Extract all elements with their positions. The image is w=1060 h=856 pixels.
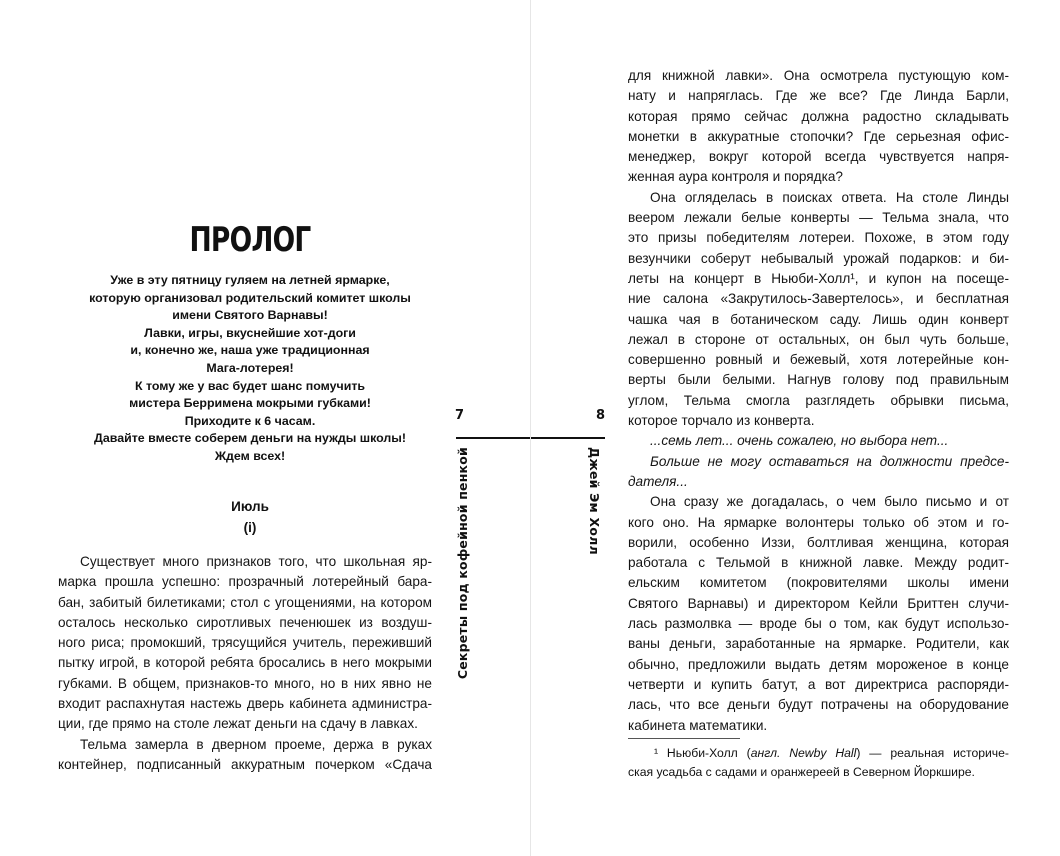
text-line: монетки в аккуратные стопочки? Где серьезная офис- bbox=[628, 128, 1009, 144]
text-line: ельским комитетом (покровителями школы имени bbox=[628, 575, 1009, 591]
poster-line: Приходите к 6 часам. bbox=[184, 413, 316, 428]
text-line: везунчики соберут небывалый урожай подарков: и би- bbox=[628, 250, 1009, 266]
text-line: контейнер, подписанный аккуратным почерком «Сдача bbox=[58, 756, 432, 772]
text-line: лась размолвка — вроде бы о том, как будут использо- bbox=[628, 616, 1009, 632]
text-line: Святого Варнавы) и директором Кейли Бриттен случи- bbox=[628, 595, 1009, 611]
text-line: губками. В общем, признаков-то много, но в них явно не bbox=[58, 675, 432, 691]
poster-line: мистера Берримена мокрыми губками! bbox=[129, 396, 371, 411]
text-line: углом, Тельма смогла разглядеть обрывки письма, bbox=[628, 392, 1009, 408]
letter-fragment: дателя... bbox=[628, 473, 688, 489]
text-line: Она сразу же догадалась, о чем было письмо и от bbox=[650, 494, 1009, 510]
footnote-line bbox=[628, 744, 1009, 763]
running-rule-right bbox=[531, 437, 605, 439]
text-line: женная аура контроля и порядка? bbox=[628, 169, 843, 185]
section-number: (i) bbox=[243, 520, 257, 535]
running-title: Секреты под кофейной пенкой bbox=[455, 447, 470, 680]
text-line: Она огляделась в поисках ответа. На столе Линды bbox=[650, 189, 1009, 205]
text-line: веером лежали белые конверты — Тельма знала, что bbox=[628, 210, 1009, 226]
text-line: нату и напряглась. Где же все? Где Линда Барли, bbox=[628, 88, 1009, 104]
footnote-marker: ¹ Ньюби-Холл ( bbox=[654, 746, 751, 760]
poster-line: Уже в эту пятницу гуляем на летней ярмарке, bbox=[110, 273, 390, 287]
letter-fragment: ...семь лет... очень сожалею, но выбора нет... bbox=[650, 433, 949, 449]
running-rule-left bbox=[456, 437, 530, 439]
text-line: верты были белыми. Нагнув голову под правильным bbox=[628, 372, 1009, 388]
text-line: бан, забитый билетиками; стол с угощениями, на котором bbox=[58, 594, 432, 610]
text-line: марка прошла успешно: прозрачный лотерейный бара- bbox=[58, 574, 432, 590]
text-line: которое торчало из конверта. bbox=[628, 413, 815, 429]
left-body-text bbox=[58, 552, 432, 775]
footnote-abbr: англ. bbox=[750, 746, 781, 760]
letter-fragment: Больше не могу оставаться на должности предсе- bbox=[650, 453, 1009, 469]
text-line: работала с Тельмой в книжной лавке. Между родит- bbox=[628, 555, 1009, 571]
text-line: входит распахнутая настежь дверь кабинета администра- bbox=[58, 696, 432, 712]
running-author: Джей Эм Холл bbox=[587, 447, 602, 555]
section-month: Июль bbox=[231, 499, 269, 514]
poster-line: Лавки, игры, вкуснейшие хот-доги bbox=[144, 325, 356, 340]
text-line: для книжной лавки». Она осмотрела пустующую ком- bbox=[628, 68, 1009, 83]
right-body-text bbox=[628, 66, 1009, 736]
poster-line: имени Святого Варнавы! bbox=[172, 308, 328, 323]
text-line: кого оно. На ярмарке волонтеры только об этом и го- bbox=[628, 514, 1009, 530]
text-line: пытку игрой, в которой ребята бросались в него мокрыми bbox=[58, 655, 432, 671]
poster-announcement bbox=[58, 272, 442, 466]
chapter-title: ПРОЛОГ bbox=[189, 220, 311, 260]
poster-line: Мага-лотерея! bbox=[206, 360, 294, 375]
text-line: которая прямо сейчас должна радостно складывать bbox=[628, 108, 1009, 124]
page-number-right: 8 bbox=[596, 408, 606, 423]
text-line: Тельма замерла в дверном проеме, держа в руках bbox=[80, 736, 432, 752]
text-line: Существует много признаков того, что школьная яр- bbox=[80, 554, 432, 569]
text-line: осталось несколько сиротливых печенюшек из воздуш- bbox=[58, 614, 432, 630]
footnote bbox=[628, 744, 1009, 781]
text-line: кабинета математики. bbox=[628, 717, 768, 733]
footnote-rule bbox=[628, 738, 740, 739]
footnote-term: Newby Hall bbox=[789, 746, 857, 760]
text-line: леты на концерт в Ньюби-Холл¹, и купон на посеще- bbox=[628, 270, 1009, 286]
text-line: это призы победителям лотереи. Похоже, в этом году bbox=[628, 230, 1009, 246]
text-line: чашка чая в ботаническом саду. Лишь один конверт bbox=[628, 311, 1009, 327]
text-line: ного риса; промокший, трясущийся учитель, переживший bbox=[58, 635, 432, 651]
poster-line: К тому же у вас будет шанс помучить bbox=[134, 378, 366, 393]
footnote-line: ская усадьба с садами и оранжереей в Северном Йоркшире. bbox=[628, 764, 975, 779]
text-line: ваны деньги, заработанные на ярмарке. Родители, как bbox=[628, 636, 1009, 652]
footnote-rest: ) — реальная историче- bbox=[856, 746, 1009, 760]
poster-line: которую организовал родительский комитет школы bbox=[89, 290, 411, 305]
poster-line: и, конечно же, наша уже традиционная bbox=[130, 343, 370, 358]
text-line: лежал в стороне от остальных, он был чуть больше, bbox=[628, 331, 1009, 347]
text-line: лась, что все деньги будут потрачены на оборудование bbox=[628, 697, 1009, 713]
poster-line: Давайте вместе соберем деньги на нужды школы! bbox=[94, 431, 406, 446]
text-line: обычно, предложили выдать детям мороженое в конце bbox=[628, 656, 1009, 672]
text-line: менеджер, вокруг которой всегда чувствуется напря- bbox=[628, 149, 1009, 165]
text-line: ворили, особенно Иззи, болтливая женщина, которая bbox=[628, 534, 1009, 550]
page-number-left: 7 bbox=[455, 408, 465, 423]
poster-line: Ждем всех! bbox=[214, 448, 286, 463]
right-page bbox=[531, 0, 1060, 856]
text-line: ции, где прямо на столе лежат деньги на сдачу в лавках. bbox=[58, 716, 418, 732]
text-line: совершенно ровный и бежевый, хотя лотерейные кон- bbox=[628, 352, 1009, 368]
text-line: ние салона «Закрутилось-Завертелось», и бесплатная bbox=[628, 291, 1009, 307]
text-line: четверти и купить батут, а вот директриса распоряди- bbox=[628, 676, 1009, 692]
